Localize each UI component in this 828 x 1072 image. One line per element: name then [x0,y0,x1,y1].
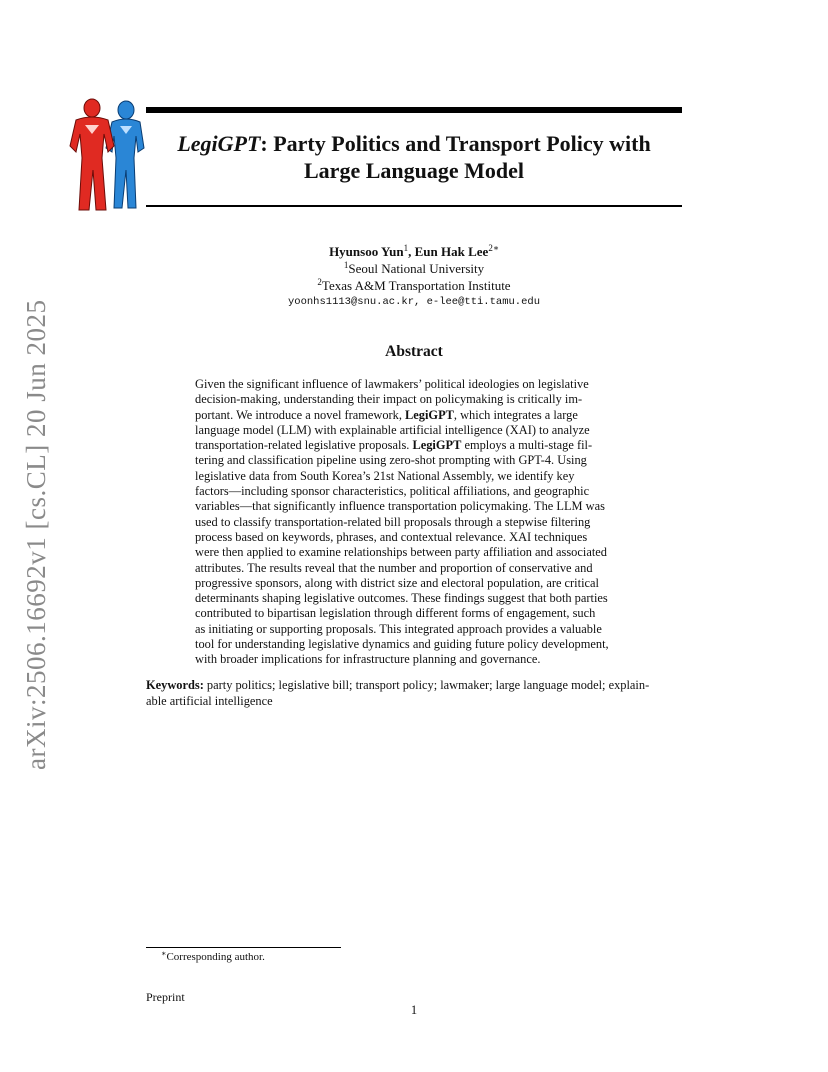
footnote [161,951,265,963]
abstract-line: as initiating or supporting proposals. This integrated approach provides a valuable [195,621,602,636]
affiliation-2 [146,277,682,294]
abstract-line: language model (LLM) with explainable artificial intelligence (XAI) to analyze [195,422,590,437]
abstract-line: determinants shaping legislative outcomes. These findings suggest that both parties [195,591,608,606]
arxiv-identifier: arXiv:2506.16692v1 [cs.CL] 20 Jun 2025 [21,299,51,770]
abstract-line: process based on keywords, phrases, and contextual relevance. XAI techniques [195,529,588,544]
abstract-line [195,408,633,423]
keywords-line-1 [146,678,686,694]
abstract-line-text: transportation-related legislative proposals. [195,438,413,453]
affiliation-1 [146,260,682,277]
abstract-line: variables—that significantly influence transportation policymaking. The LLM was [195,499,605,514]
abstract-line: tool for understanding legislative dynamics and guiding future policy development, [195,637,609,652]
title-line-2: Large Language Model [304,158,524,183]
title-rest: : Party Politics and Transport Policy with [260,131,651,156]
title-system-name: LegiGPT [177,131,261,156]
abstract-line-tail: , which integrates a large [453,407,578,422]
footnote-mark: ∗ [161,949,167,958]
abstract-heading: Abstract [385,343,443,360]
abstract-line: with broader implications for infrastructure planning and governance. [195,652,541,667]
abstract-bold-term: LegiGPT [405,407,454,422]
superhero-logo-image [66,96,148,212]
abstract-line: tering and classification pipeline using zero-shot prompting with GPT-4. Using [195,453,587,468]
affiliation-2-mark: 2 [317,277,322,287]
title-top-rule [146,107,682,113]
affiliation-1-text: Seoul National University [348,261,485,276]
author-block [146,243,682,311]
abstract-body [195,377,633,668]
author-names [146,243,682,260]
paper-title [146,130,682,184]
author-emails: yoonhs1113@snu.ac.kr, e-lee@tti.tamu.edu [287,296,541,308]
author-2: Eun Hak Lee [414,244,489,259]
title-line-1 [146,130,682,157]
affiliation-1-mark: 1 [343,260,349,270]
preprint-label: Preprint [146,990,185,1004]
abstract-line [195,438,633,453]
author-1-affil-mark: 1 [403,243,409,253]
abstract-line: decision-making, understanding their impact on policymaking is critically im- [195,392,583,407]
keywords-block [146,678,686,709]
keywords-text: party politics; legislative bill; transport policy; lawmaker; large language model; explain- [203,678,650,692]
abstract-line: contributed to bipartisan legislation through different forms of engagement, such [195,606,596,621]
abstract-line: legislative data from South Korea’s 21st National Assembly, we identify key [195,468,575,483]
abstract-line: were then applied to examine relationships between party affiliation and associated [195,545,607,560]
abstract-line-text: portant. We introduce a novel framework, [195,407,406,422]
affiliation-2-text: Texas A&M Transportation Institute [321,278,511,293]
author-1: Hyunsoo Yun [329,244,404,259]
abstract-bold-term: LegiGPT [412,438,462,453]
abstract-line: attributes. The results reveal that the number and proportion of conservative and [195,560,593,575]
abstract-line: factors—including sponsor characteristics, political affiliations, and geographic [195,484,590,499]
abstract-line: Given the significant influence of lawmakers’ political ideologies on legislative [195,377,589,391]
abstract-line: progressive sponsors, along with district size and electoral population, are critical [195,575,599,590]
footnote-rule [146,947,341,948]
abstract-line: used to classify transportation-related bill proposals through a stepwise filtering [195,514,591,529]
abstract-line-tail: employs a multi-stage fil- [461,438,593,453]
author-2-affil-mark: 2∗ [488,243,499,253]
title-bottom-rule [146,205,682,207]
page-number: 1 [410,1003,418,1017]
keywords-line-2: able artificial intelligence [146,693,273,708]
footnote-text: Corresponding author. [166,951,265,963]
author-separator: , [408,244,415,259]
keywords-label: Keywords: [146,678,204,692]
